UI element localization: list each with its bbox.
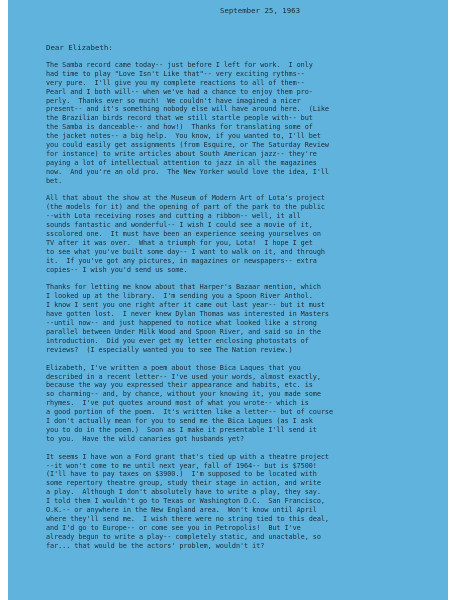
letter-salutation: Dear Elizabeth: <box>46 43 113 52</box>
letter-line: paying a lot of intellectual attention to jazz in all the magazines <box>46 158 317 167</box>
letter-line: bet. <box>46 176 63 185</box>
letter-line: I told them I wouldn't go to Texas or Washington D.C. San Francisco, <box>46 497 325 506</box>
letter-line: the Brazilian birds record that we still startle people with-- but <box>46 114 313 123</box>
letter-line: All that about the show at the Museum of Modern Art of Lota's project <box>46 194 325 203</box>
letter-paragraph <box>46 194 434 274</box>
letter-line: It seems I have won a Ford grant that's tied up with a theatre project <box>46 452 329 461</box>
letter-body <box>46 61 434 550</box>
letter-line: introduction. Did you ever get my letter enclosing photostats of <box>46 336 309 345</box>
letter-line: and I'd go to Europe-- or come see you in Petropolis! But I've <box>46 523 301 532</box>
letter-line: because the way you expressed their appearance and habits, etc. is <box>46 381 313 390</box>
letter-line: for instance) to write articles about South American jazz-- they're <box>46 149 317 158</box>
letter-paragraph <box>46 364 434 444</box>
letter-date: September 25, 1963 <box>219 6 301 15</box>
letter-line: reviews? (I especially wanted you to see The Nation review.) <box>46 345 293 354</box>
letter-line: O.K.-- or anywhere in the New England area. Won't know until April <box>46 505 317 514</box>
letter-line: present-- and it's something nobody else will have around here. (Like <box>46 105 329 114</box>
letter-line: where they'll send me. I wish there were no string tied to this deal, <box>46 514 329 523</box>
letter-line: to see what you've built some day-- I want to walk on it, and through <box>46 247 325 256</box>
letter-line: so charming-- and, by chance, without your knowing it, you made some <box>46 390 321 399</box>
letter-line: Pearl and I both will-- when we've had a chance to enjoy them pro- <box>46 87 313 96</box>
letter-line: very pure. I'll give you my complete reactions to all of them-- <box>46 78 305 87</box>
letter-line: to you. Have the wild canaries got husbands yet? <box>46 434 245 443</box>
letter-line: already begun to write a play-- completely static, and unactable, so <box>46 532 321 541</box>
letter-line: had time to play "Love Isn't Like that"-- very exciting rythms-- <box>46 69 305 78</box>
letter-line: --it won't come to me until next year, fall of 1964-- but is $7500! <box>46 461 317 470</box>
letter-line: perly. Thanks ever so much! We couldn't have imagined a nicer <box>46 96 301 105</box>
letter-line: it. If you've got any pictures, in magazines or newspapers-- extra <box>46 256 317 265</box>
letter-line: have gotten lost. I never knew Dylan Thomas was interested in Masters <box>46 310 329 319</box>
letter-line: I know I sent you one right after it came out last year-- but it must <box>46 301 325 310</box>
letter-line: I don't actually mean for you to send me the Bica Laques (as I ask <box>46 416 313 425</box>
letter-line: Elizabeth, I've written a poem about those Bica Laques that you <box>46 363 301 372</box>
letter-line: TV after it was over. What a triumph for you, Lota! I hope I get <box>46 238 313 247</box>
letter-line: far... that would be the actors' problem, wouldn't it? <box>46 541 265 550</box>
letter-line: some repertory theatre group, study their stage in action, and write <box>46 479 321 488</box>
letter-line: rhymes. I've put quotes around most of what you wrote-- which is <box>46 399 309 408</box>
letter-line: parallel between Under Milk Wood and Spoon River, and said so in the <box>46 327 321 336</box>
letter-line: copies-- I wish you'd send us some. <box>46 265 188 274</box>
letter-line: --with Lota receiving roses and cutting a ribbon-- well, it all <box>46 212 301 221</box>
letter-line: (the models for it) and the opening of part of the park to the public <box>46 203 325 212</box>
letter-line: sscolored one. It must have been an experience seeing yourselves on <box>46 230 321 239</box>
letter-line: you could easily get assignments (from Esquire, or The Saturday Review <box>46 141 329 150</box>
letter-paragraph <box>46 453 434 551</box>
letter-line: Thanks for letting me know about that Harper's Bazaar mention, which <box>46 283 321 292</box>
letter-line: the jacket notes-- a big help. You know, if you wanted to, I'll bet <box>46 132 321 141</box>
letter-line: I looked up at the library. I'm sending you a Spoon River Anthol. <box>46 292 313 301</box>
letter-paragraph <box>46 61 434 185</box>
letter-line: (I'll have to pay taxes on $3900.) I'm supposed to be located with <box>46 470 317 479</box>
letter-line: sounds fantastic and wonderful-- I wish I could see a movie of it, <box>46 221 313 230</box>
letter-line: the Samba is danceable-- and how!) Thanks for translating some of <box>46 123 313 132</box>
letter-line: The Samba record came today-- just before I left for work. I only <box>46 61 313 69</box>
letter-line: a good portion of the poem. It's written like a letter-- but of course <box>46 408 333 417</box>
letter-line: a play. Although I don't absolutely have to write a play, they say. <box>46 488 321 497</box>
letter-line: you to do in the poem.) Soon as I make it presentable I'll send it <box>46 425 317 434</box>
letter-line: described in a recent letter-- I've used your words, almost exactly, <box>46 372 321 381</box>
letter-paragraph <box>46 283 434 354</box>
letter-line: now. And you're an old pro. The New Yorker would love the idea, I'll <box>46 167 329 176</box>
letter-line: --until now-- and just happened to notice what looked like a strong <box>46 319 317 328</box>
letter-page <box>8 0 448 600</box>
